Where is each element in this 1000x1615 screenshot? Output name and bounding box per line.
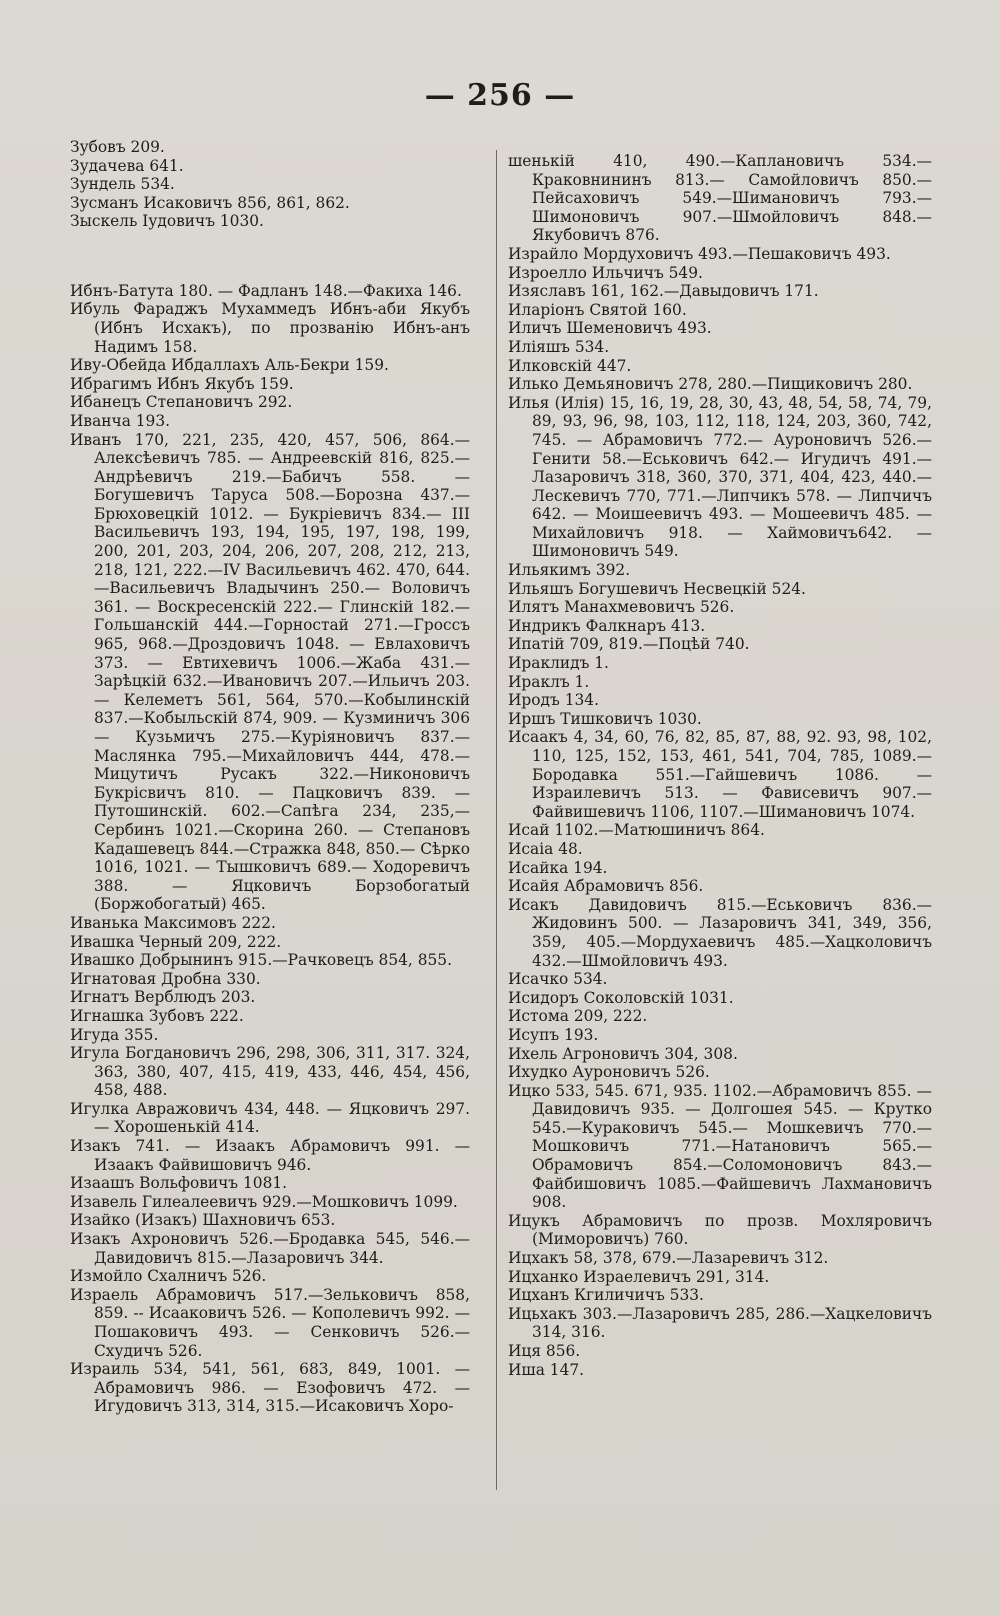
index-entry: Ивашка Черный 209, 222.	[70, 932, 282, 951]
index-entry: Ибнъ-Батута 180. — Фадланъ 148.—Факиха 146.	[70, 281, 462, 300]
index-entry: Игнатъ Верблюдъ 203.	[70, 988, 256, 1007]
index-entry: Ибрагимъ Ибнъ Якубъ 159.	[70, 374, 294, 393]
page-number: — 256 —	[424, 78, 576, 113]
index-entry: Индрикъ Фалкнаръ 413.	[508, 616, 706, 635]
index-entry: Израйло Мордуховичъ 493.—Пешаковичъ 493.	[508, 244, 891, 263]
index-entry: Ивашко Добрынинъ 915.—Рачковецъ 854, 855.	[70, 951, 452, 970]
index-entry: Изавель Гилеалеевичъ 929.—Мошковичъ 1099.	[70, 1192, 458, 1211]
index-entry: Ильякимъ 392.	[508, 561, 631, 580]
index-entry: Исидоръ Соколовскій 1031.	[508, 988, 734, 1007]
index-entry: Иванъ 170, 221, 235, 420, 457, 506, 864.— Алексѣевичъ 785. — Андреевскій 816, 825.—Андрѣевичъ 219.—Бабичъ 558. — Богушевичъ Таруса 508.—Борозна 437.— Брюховецкій 1012. — Букріевичъ 834.— III Васильевичъ 193, 194, 195, 197, 198, 199, 200, 201, 203, 204, 206, 207, 208, 212, 213, 218, 121, 222.—IV Васильевичъ 462. 470, 644.—Васильевичъ Владычинъ 250.— Воловичъ 361. — Воскресенскій 222.— Глинскій 182.—Гольшанскій 444.—Горностай 271.—Гроссъ 965, 968.—Дроздовичъ 1048. — Евлаховичъ 373. — Евтихевичъ 1006.—Жаба 431.—Зарѣцкій 632.—Ивановичъ 207.—Ильичъ 203. — Келеметъ 561, 564, 570.—Кобылинскій 837.—Кобыльскій 874, 909. — Кузминичъ 306— Кузьмичъ 275.—Куріяновичъ 837.—Маслянка 795.—Михайловичъ 444, 478.—Мицутичъ Русакъ 322.—Никоновичъ Букрісвичъ 810. — Пацковичъ 839. — Путошинскій. 602.—Сапѣга 234, 235,—Сербинъ 1021.—Скорина 260. — Степановъ Кадашевецъ 844.—Стражка 848, 850.— Сѣрко 1016, 1021. — Тышковичъ 689.— Ходоревичъ 388. — Яцковичъ Борзобогатый (Боржобогатый) 465.	[70, 430, 470, 914]
index-entry: Изайко (Изакъ) Шахновичъ 653.	[70, 1211, 336, 1230]
index-column-left	[70, 138, 470, 1416]
index-entry: Зыскель Іудовичъ 1030.	[70, 212, 264, 231]
index-entry: Изаашъ Вольфовичъ 1081.	[70, 1174, 288, 1193]
index-entry: Ицко 533, 545. 671, 935. 1102.—Абрамовичъ 855. — Давидовичъ 935. — Долгошея 545. — Крутко 545.—Кураковичъ 545.— Мошкевичъ 770.—Мошковичъ 771.—Натановичъ 565.—Обрамовичъ 854.—Соломоновичъ 843.—Файбишовичъ 1085.—Файшевичъ Лахмановичъ 908.	[508, 1081, 932, 1212]
index-entry: Ицханъ Кгиличичъ 533.	[508, 1286, 704, 1305]
index-entry: Ипатій 709, 819.—Поцѣй 740.	[508, 635, 750, 654]
index-entry: Илья (Илія) 15, 16, 19, 28, 30, 43, 48, 54, 58, 74, 79, 89, 93, 96, 98, 103, 112, 118, 124, 203, 360, 742, 745. — Абрамовичъ 772.— Ауроновичъ 526.—Генити 58.—Еськовичъ 642.— Игудичъ 491.—Лазаровичъ 318, 360, 370, 371, 404, 423, 440.—Лескевичъ 770, 771.—Липчикъ 578. — Липчичъ 642. — Моишеевичъ 493. — Мошеевичъ 485. — Михайловичъ 918. — Хаймовичъ642. — Шимоновичъ 549.	[508, 393, 932, 561]
index-entry: Исаіа 48.	[508, 839, 583, 858]
index-entry: Израиль 534, 541, 561, 683, 849, 1001. — Абрамовичъ 986. — Езофовичъ 472. — Игудовичъ 313, 314, 315.—Исаковичъ Хоро-	[70, 1360, 470, 1416]
index-entry: Исакъ Давидовичъ 815.—Еськовичъ 836.— Жидовинъ 500. — Лазаровичъ 341, 349, 356, 359, 405.—Мордухаевичъ 485.—Хацколовичъ 432.—Шмойловичъ 493.	[508, 895, 932, 970]
index-entry: шенькій 410, 490.—Каплановичъ 534.— Краковнининъ 813.— Самойловичъ 850.— Пейсаховичъ 549.—Шимановичъ 793.— Шимоновичъ 907.—Шмойловичъ 848.— Якубовичъ 876.	[508, 152, 932, 245]
index-entry: Иву-Обейда Ибдаллахъ Аль-Бекри 159.	[70, 356, 389, 375]
index-entry: Ильяшъ Богушевичъ Несвецкій 524.	[508, 579, 806, 598]
index-entry: Исай 1102.—Матюшиничъ 864.	[508, 821, 765, 840]
index-entry: Ибуль Фараджъ Мухаммедъ Ибнъ-аби Якубъ (Ибнъ Исхакъ), по прозванію Ибнъ-анъ Надимъ 158.	[70, 300, 470, 356]
index-entry: Исайка 194.	[508, 858, 608, 877]
entry-gap	[70, 246, 470, 266]
index-entry: Игуда 355.	[70, 1025, 159, 1044]
index-entry: Илковскій 447.	[508, 356, 632, 375]
index-entry: Истома 209, 222.	[508, 1007, 648, 1026]
index-entry: Илько Демьяновичъ 278, 280.—Пищиковичъ 280.	[508, 375, 913, 394]
index-entry: Изяславъ 161, 162.—Давыдовичъ 171.	[508, 282, 819, 301]
index-entry: Исупъ 193.	[508, 1025, 599, 1044]
index-entry: Иродъ 134.	[508, 691, 599, 710]
index-entry: Ираклидъ 1.	[508, 654, 609, 673]
index-entry: Зубовъ 209.	[70, 138, 165, 156]
index-entry: Изакъ 741. — Изаакъ Абрамовичъ 991. — Изаакъ Файвишовичъ 946.	[70, 1137, 470, 1174]
index-entry: Иліяшъ 534.	[508, 337, 610, 356]
index-entry: Игула Богдановичъ 296, 298, 306, 311, 317. 324, 363, 380, 407, 415, 419, 433, 446, 454, 456, 458, 488.	[70, 1044, 470, 1100]
index-entry: Исачко 534.	[508, 970, 608, 989]
index-entry: Ицхакъ 58, 378, 679.—Лазаревичъ 312.	[508, 1249, 829, 1268]
index-entry: Игнатовая Дробна 330.	[70, 969, 261, 988]
index-entry: Иванча 193.	[70, 411, 171, 430]
index-entry: Ицукъ Абрамовичъ по прозв. Мохляровичъ (Миморовичъ) 760.	[508, 1211, 932, 1249]
index-entry: Игнашка Зубовъ 222.	[70, 1006, 244, 1025]
index-entry: Зудачева 641.	[70, 156, 184, 175]
index-entry: Ицьхакъ 303.—Лазаровичъ 285, 286.—Хацкеловичъ 314, 316.	[508, 1304, 932, 1342]
index-entry: Иршъ Тишковичъ 1030.	[508, 709, 702, 728]
index-entry: Исаакъ 4, 34, 60, 76, 82, 85, 87, 88, 92. 93, 98, 102, 110, 125, 152, 153, 461, 541, 704, 785, 1089.—Бородавка 551.—Гайшевичъ 1086. — Израилевичъ 513. — Фависевичъ 907.— Файвишевичъ 1106, 1107.—Шимановичъ 1074.	[508, 728, 932, 821]
index-entry: Иша 147.	[508, 1360, 585, 1379]
index-entry: Зундель 534.	[70, 175, 175, 194]
index-entry: Иличъ Шеменовичъ 493.	[508, 319, 712, 338]
index-entry: Ихудко Ауроновичъ 526.	[508, 1063, 710, 1082]
index-entry: Ибанецъ Степановичъ 292.	[70, 393, 293, 412]
index-entry: Ицханко Израелевичъ 291, 314.	[508, 1267, 770, 1286]
column-divider	[496, 150, 497, 1490]
index-entry: Зусманъ Исаковичъ 856, 861, 862.	[70, 193, 350, 212]
index-entry: Исайя Абрамовичъ 856.	[508, 877, 704, 896]
index-entry: Иця 856.	[508, 1342, 581, 1360]
index-entry: Ираклъ 1.	[508, 672, 590, 691]
index-entry: Изакъ Ахроновичъ 526.—Бродавка 545, 546.— Давидовичъ 815.—Лазаровичъ 344.	[70, 1230, 470, 1267]
index-entry: Иларіонъ Святой 160.	[508, 300, 687, 319]
index-entry: Изроелло Ильчичъ 549.	[508, 263, 703, 282]
index-entry: Илятъ Манахмевовичъ 526.	[508, 598, 735, 617]
index-entry: Ихель Агроновичъ 304, 308.	[508, 1044, 738, 1063]
index-entry: Израель Абрамовичъ 517.—Зельковичъ 858, 859. -- Исааковичъ 526. — Кополевичъ 992. — Пошаковичъ 493. — Сенковичъ 526.—Схудичъ 526.	[70, 1285, 470, 1360]
index-entry: Измойло Схалничъ 526.	[70, 1267, 267, 1286]
index-column-right	[508, 152, 932, 1379]
index-entry: Иванька Максимовъ 222.	[70, 913, 276, 932]
index-entry: Игулка Авражовичъ 434, 448. — Яцковичъ 297.— Хорошенькій 414.	[70, 1099, 470, 1137]
